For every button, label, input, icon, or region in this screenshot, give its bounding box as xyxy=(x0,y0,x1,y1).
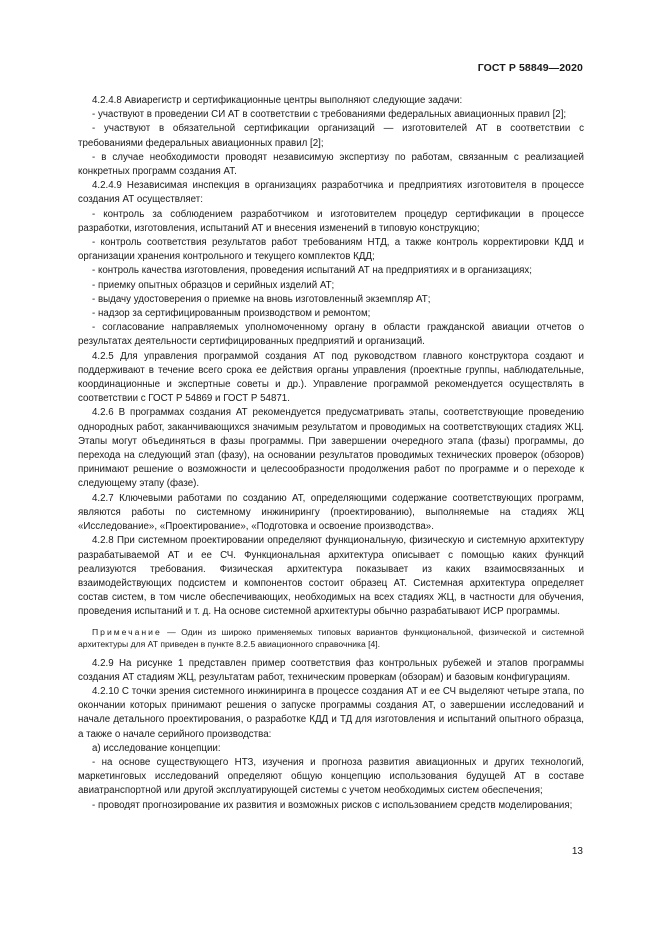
document-body xyxy=(78,94,584,813)
list-item: - надзор за сертифицированным производством и ремонтом; xyxy=(92,308,371,320)
paragraph: 4.2.5 Для управления программой создания АТ под руководством главного конструктора создают и поддерживают в течение всего срока ее действия органы управления (проектные группы, наблюдательные, координационные и экспертные советы и др.). Управление программой рекомендуется осуществлять в соответствии с ГОСТ Р 54869 и ГОСТ Р 54871. xyxy=(78,350,584,405)
document-id-header: ГОСТ Р 58849—2020 xyxy=(477,62,583,74)
list-item: - в случае необходимости проводят независимую экспертизу по работам, связанным с реализацией конкретных программ создания АТ. xyxy=(78,151,584,178)
paragraph: 4.2.6 В программах создания АТ рекомендуется предусматривать этапы, соответствующие проведению однородных работ, заканчивающихся значимым результатом и проводимых на соответствующих стадиях ЖЦ. Этапы могут объединяться в фазы программы. При завершении очередного этапа (фазы) программы, до перехода на следующий этап (фазу), на основании результатов проводимых технических проверок (обзоров) принимают решение о возможности и целесообразности продолжения работ по программе и о переходе к следующему этапу (фазе). xyxy=(78,407,584,490)
note-text: — Один из широко применяемых типовых вариантов функциональной, физической и системной архитектуры для АТ приведен в пункте 8.2.5 авиационного справочника [4]. xyxy=(78,626,584,650)
note xyxy=(78,626,584,651)
paragraph: 4.2.4.9 Независимая инспекция в организациях разработчика и предприятиях изготовителя в процессе создания АТ осуществляет: xyxy=(78,180,584,206)
list-item: - приемку опытных образцов и серийных изделий АТ; xyxy=(92,279,335,291)
note-label: Примечание xyxy=(92,626,162,637)
list-item: - проводят прогнозирование их развития и возможных рисков с использованием средств моделирования; xyxy=(92,799,573,811)
list-item: - контроль за соблюдением разработчиком и изготовителем процедур сертификации в процессе разработки, изготовления, испытаний АТ и внесения изменений в типовую конструкцию; xyxy=(78,208,584,234)
paragraph: 4.2.4.8 Авиарегистр и сертификационные центры выполняют следующие задачи: xyxy=(92,95,463,106)
list-item: а) исследование концепции: xyxy=(92,742,221,754)
list-item: - контроль соответствия результатов работ требованиям НТД, а также контроль корректировки КДД и организации хранения контрольного и текущего комплектов КДД; xyxy=(78,237,584,263)
page-number: 13 xyxy=(571,846,583,857)
list-item: - выдачу удостоверения о приемке на вновь изготовленный экземпляр АТ; xyxy=(92,293,431,305)
list-item: - согласование направляемых уполномоченному органу в области гражданской авиации отчетов о результатах деятельности сертифицированных предприятий и организаций. xyxy=(78,322,584,348)
list-item: - участвуют в проведении СИ АТ в соответствии с требованиями федеральных авиационных правил [2]; xyxy=(92,109,567,121)
paragraph: 4.2.7 Ключевыми работами по созданию АТ, определяющими содержание соответствующих программ, являются работы по системному инжинирингу (проектированию), выполняемые на стадиях ЖЦ «Исследование», «Проектирование», «Подготовка и освоение производства». xyxy=(78,492,584,533)
paragraph: 4.2.9 На рисунке 1 представлен пример соответствия фаз контрольных рубежей и этапов программы создания АТ стадиям ЖЦ, результатам работ, техническим проверкам (обзорам) и базовым конфигурациям. xyxy=(78,657,584,683)
paragraph: 4.2.8 При системном проектировании определяют функциональную, физическую и системную архитектуру разрабатываемой АТ и ее СЧ. Функциональная архитектура описывает с помощью каких функций реализуются требования. Физическая архитектура показывает из каких взаимосвязанных и взаимодействующих подсистем и компонентов состоит образец АТ. Системная архитектура определяет состав систем, в том числе обеспечивающих, необходимых на всех стадиях ЖЦ, в частности для обучения, проведения испытаний и т. д. На основе системной архитектуры обычно разрабатывают ИСР программы. xyxy=(78,535,584,618)
paragraph: 4.2.10 С точки зрения системного инжиниринга в процессе создания АТ и ее СЧ выделяют четыре этапа, по окончании которых принимают решения о запуске программы создания АТ, о завершении исследований и начале детального проектирования, о разработке КДД и ТД для изготовления и испытаний опытного образца, а также о начале серийного производства: xyxy=(78,685,584,740)
list-item: - участвуют в обязательной сертификации организаций — изготовителей АТ в соответствии с требованиями федеральных авиационных правил [2]; xyxy=(78,123,584,149)
list-item: - на основе существующего НТЗ, изучения и прогноза развития авиационных и других технологий, маркетинговых исследований определяют общую концепцию использования будущей АТ в составе авиатранспортной или другой эксплуатирующей системы с учетом необходимых систем обеспечения; xyxy=(78,756,584,797)
list-item: - контроль качества изготовления, проведения испытаний АТ на предприятиях и в организациях; xyxy=(92,265,532,277)
